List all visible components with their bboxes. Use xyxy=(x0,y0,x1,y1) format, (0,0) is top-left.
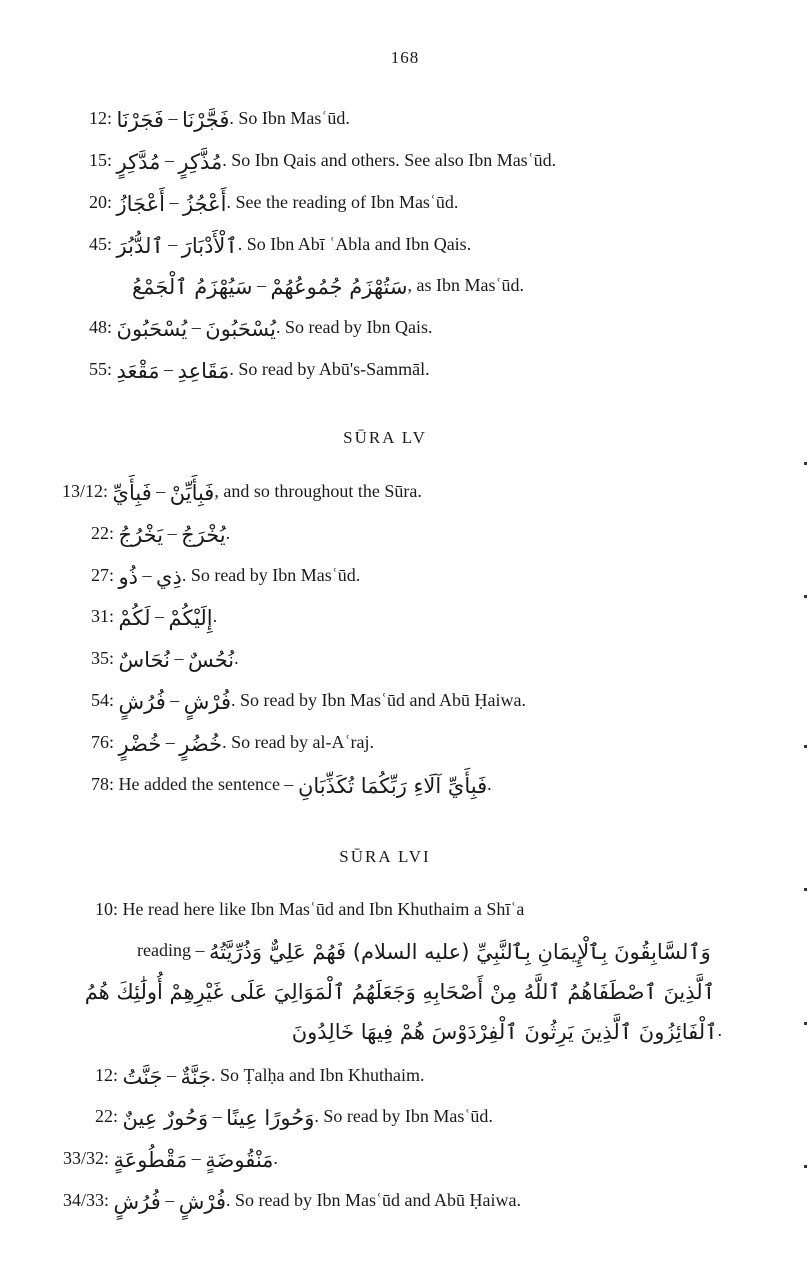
arabic-original: ذُو xyxy=(118,565,139,589)
entry-line xyxy=(132,273,524,299)
entry-line xyxy=(89,148,556,174)
arabic-original: فَجَرْنَا xyxy=(116,108,164,132)
dash-separator: – xyxy=(161,732,180,752)
arabic-variant: ٱلْأَدْبَارَ xyxy=(181,234,238,258)
dash-separator: – xyxy=(187,317,206,337)
entry-line xyxy=(91,772,492,798)
verse-number: 45: xyxy=(89,234,113,254)
arabic-variant: وَٱلسَّابِقُونَ بِٱلْإِيمَانِ بِٱلنَّبِيِّ (عليه السلام) فَهُمْ عَلِيٌّ وَذُرِّيَّتُهُ xyxy=(208,940,711,964)
arabic-variant: وَحُورًا عِينًا xyxy=(226,1106,315,1130)
arabic-variant: سَتُهْزَمُ جُمُوعُهُمْ xyxy=(270,275,408,299)
arabic-variant: جَنَّةٌ xyxy=(180,1065,212,1089)
verse-number: 54: xyxy=(91,690,115,710)
entry-note: . See the reading of Ibn Masʿūd. xyxy=(226,192,459,212)
entry-note: . So read by Ibn Masʿūd and Abū Ḥaiwa. xyxy=(226,1190,521,1210)
scan-speck xyxy=(804,1022,807,1025)
dash-separator: – xyxy=(138,565,157,585)
arabic-original: أَعْجَازُ xyxy=(116,192,165,216)
entry-line xyxy=(62,479,422,505)
scan-speck xyxy=(804,1165,807,1168)
dash-separator: – xyxy=(164,192,183,212)
arabic-original: نُحَاسٌ xyxy=(118,648,170,672)
entry-line xyxy=(89,315,433,341)
arabic-original: فُرُشٍ xyxy=(113,1190,161,1214)
entry-note: . So read by Ibn Masʿūd. xyxy=(181,565,361,585)
entry-line xyxy=(91,604,217,630)
dash-separator: – xyxy=(163,523,182,543)
verse-number: 27: xyxy=(91,565,115,585)
verse-number: 34/33: xyxy=(63,1190,110,1210)
arabic-variant: مَقَاعِدِ xyxy=(177,359,230,383)
arabic-variant: فَبِأَيِّنْ xyxy=(169,481,215,505)
entry-note: . So read by Ibn Masʿūd. xyxy=(314,1106,493,1126)
scan-speck xyxy=(804,595,807,598)
verse-number: 15: xyxy=(89,150,113,170)
verse-number: 22: xyxy=(91,523,115,543)
arabic-variant: فَبِأَيِّ آلَاءِ رَبِّكُمَا تُكَذِّبَانِ xyxy=(297,774,488,798)
entry-note: . So Ibn Abī ʿAbla and Ibn Qais. xyxy=(237,234,472,254)
section-heading-sura-lvi: SŪRA LVI xyxy=(339,847,431,866)
arabic-variant: مَنْقُوضَةٍ xyxy=(205,1148,274,1172)
arabic-original: ٱلدُّبُرَ xyxy=(116,234,164,258)
arabic-original: خُضْرٍ xyxy=(118,732,162,756)
arabic-continuation-line: ٱلَّذِينَ ٱصْطَفَاهُمُ ٱللَّهُ مِنْ أَصْحَابِهِ وَجَعَلَهُمُ ٱلْمَوَالِيَ عَلَى غَيْرِهِمْ أُولَٰئِكَ هُمُ xyxy=(84,980,715,1004)
verse-number: 31: xyxy=(91,606,115,626)
arabic-variant: يُخْرَجُ xyxy=(181,523,226,547)
entry-line xyxy=(63,1146,278,1172)
arabic-original: يُسْحَبُونَ xyxy=(116,317,188,341)
entry-note: , as Ibn Masʿūd. xyxy=(407,275,524,295)
arabic-original: وَحُورٌ عِينٌ xyxy=(122,1106,209,1130)
entry-intro: He added the sentence – xyxy=(118,774,298,794)
entry-note: , and so throughout the Sūra. xyxy=(214,481,422,501)
entry-line xyxy=(292,1018,722,1044)
verse-number: 33/32: xyxy=(63,1148,110,1168)
dash-separator: – xyxy=(169,648,188,668)
entry-note: . xyxy=(234,648,239,668)
entry-note: . xyxy=(273,1148,278,1168)
arabic-variant: يُسْحَبُونَ xyxy=(205,317,277,341)
dash-separator: – xyxy=(163,108,182,128)
arabic-variant: خُضُرٍ xyxy=(179,732,223,756)
entry-line xyxy=(91,563,360,589)
entry-note: . xyxy=(487,774,492,794)
entry-line xyxy=(63,1188,521,1214)
verse-number: 78: xyxy=(91,774,115,794)
arabic-original: مَقْطُوعَةٍ xyxy=(113,1148,188,1172)
arabic-variant: فَجَّرْنَا xyxy=(181,108,230,132)
arabic-original: لَكُمْ xyxy=(118,606,151,630)
verse-number: 12: xyxy=(95,1065,119,1085)
entry-line xyxy=(95,1104,493,1130)
section-heading-sura-lv: SŪRA LV xyxy=(343,428,427,447)
arabic-original: جَنَّتُ xyxy=(122,1065,163,1089)
entry-note: . So Ibn Masʿūd. xyxy=(229,108,350,128)
dash-separator: – xyxy=(208,1106,227,1126)
entry-line xyxy=(91,730,374,756)
dash-separator: – xyxy=(159,359,178,379)
arabic-original: فُرُشٍ xyxy=(118,690,166,714)
entry-note: He read here like Ibn Masʿūd and Ibn Khuthaim a Shīʿa xyxy=(122,899,525,919)
entry-note: . So Ṭalḥa and Ibn Khuthaim. xyxy=(211,1065,425,1085)
entry-line xyxy=(89,232,471,258)
entry-line xyxy=(91,646,239,672)
entry-line xyxy=(137,938,711,964)
entry-line xyxy=(91,688,526,714)
entry-line xyxy=(89,357,430,383)
arabic-original: مَقْعَدِ xyxy=(116,359,160,383)
entry-intro: reading – xyxy=(137,940,209,960)
verse-number: 20: xyxy=(89,192,113,212)
arabic-original: فَبِأَيِّ xyxy=(112,481,152,505)
verse-number: 55: xyxy=(89,359,113,379)
dash-separator: – xyxy=(160,1190,179,1210)
verse-number: 22: xyxy=(95,1106,119,1126)
dash-separator: – xyxy=(165,690,184,710)
dash-separator: – xyxy=(151,481,170,501)
verse-number: 12: xyxy=(89,108,113,128)
arabic-variant: مُذَّكِرٍ xyxy=(178,150,223,174)
arabic-original: سَيُهْزَمُ ٱلْجَمْعُ xyxy=(132,275,253,299)
verse-number: 48: xyxy=(89,317,113,337)
arabic-original: يَخْرُجُ xyxy=(118,523,164,547)
arabic-variant: إِلَيْكُمْ xyxy=(168,606,213,630)
entry-note: . xyxy=(717,1020,722,1040)
entry-note: . So read by al-Aʿraj. xyxy=(222,732,375,752)
entry-note: . So read by Ibn Qais. xyxy=(276,317,433,337)
entry-line xyxy=(89,106,350,132)
scan-speck xyxy=(804,888,807,891)
dash-separator: – xyxy=(150,606,169,626)
arabic-variant: فُرْشٍ xyxy=(183,690,232,714)
arabic-original: مُدَّكِرٍ xyxy=(116,150,161,174)
arabic-variant: أَعْجُزُ xyxy=(182,192,227,216)
entry-note: . xyxy=(225,523,231,543)
arabic-variant: نُحُسٌ xyxy=(187,648,235,672)
verse-number: 76: xyxy=(91,732,115,752)
verse-number: 35: xyxy=(91,648,115,668)
dash-separator: – xyxy=(162,1065,181,1085)
entry-note: . xyxy=(212,606,218,626)
dash-separator: – xyxy=(160,150,179,170)
scan-speck xyxy=(804,745,807,748)
dash-separator: – xyxy=(163,234,182,254)
verse-number: 13/12: xyxy=(62,481,109,501)
scan-speck xyxy=(804,462,807,465)
entry-note: . So read by Abū's-Sammāl. xyxy=(229,359,430,379)
entry-line xyxy=(95,897,524,921)
entry-line xyxy=(95,1063,425,1089)
arabic-variant: ذِي xyxy=(156,565,182,589)
entry-line xyxy=(91,521,230,547)
arabic-variant: فُرْشٍ xyxy=(178,1190,227,1214)
verse-number: 10: xyxy=(95,899,119,919)
entry-line xyxy=(89,190,458,216)
dash-separator: – xyxy=(187,1148,206,1168)
entry-note: . So Ibn Qais and others. See also Ibn Masʿūd. xyxy=(222,150,557,170)
dash-separator: – xyxy=(252,275,271,295)
entry-note: . So read by Ibn Masʿūd and Abū Ḥaiwa. xyxy=(231,690,526,710)
arabic-continuation-line: ٱلْفَائِزُونَ ٱلَّذِينَ يَرِثُونَ ٱلْفِرْدَوْسَ هُمْ فِيهَا خَالِدُونَ xyxy=(291,1020,718,1044)
page-number: 168 xyxy=(390,48,420,67)
